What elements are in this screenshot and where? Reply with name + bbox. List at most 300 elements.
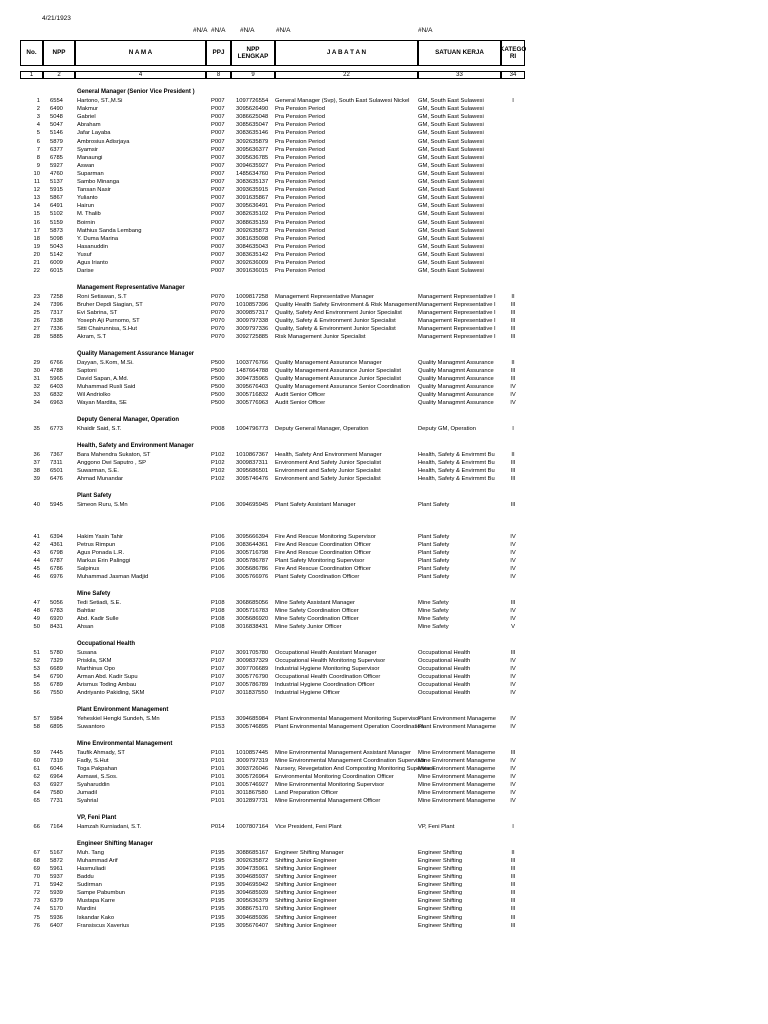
- cell-npp: 6491: [50, 203, 63, 210]
- cell-npp-lengkap: 1097726554: [236, 98, 269, 105]
- cell-satuan-kerja: Mine Safety: [418, 608, 449, 615]
- cell-npp-lengkap: 3097706689: [236, 666, 269, 673]
- cell-nama: Suwantoro: [77, 724, 105, 731]
- cell-jabatan: Deputy General Manager, Operation: [275, 426, 369, 433]
- cell-nama: Hasmuliadi: [77, 866, 106, 872]
- cell-ppj: P007: [211, 170, 225, 177]
- cell-jabatan: Occupational Health Monitoring Supervisor: [275, 658, 386, 665]
- cell-npp-lengkap: 3088675170: [236, 906, 269, 913]
- cell-satuan-kerja: Management Representative I: [418, 334, 496, 341]
- cell-no: 21: [33, 259, 40, 266]
- table-row: [0, 558, 768, 566]
- cell-npp-lengkap: 3011867580: [236, 790, 268, 797]
- cell-no: 36: [33, 451, 40, 458]
- cell-nama: Arismus Toding Ambau: [77, 682, 137, 689]
- cell-jabatan: Quality Management Assurance Junior Specialist: [275, 376, 401, 383]
- section-header: [0, 442, 768, 452]
- na-label-5: #N/A: [418, 27, 433, 34]
- cell-jabatan: Pra Pension Period: [275, 203, 325, 210]
- cell-satuan-kerja: Deputy GM, Operation: [418, 426, 476, 433]
- cell-jabatan: Shifting Junior Engineer: [275, 898, 337, 905]
- cell-jabatan: Pra Pension Period: [275, 138, 325, 145]
- cell-nama: Asmawi, S.Sos.: [77, 774, 118, 781]
- cell-jabatan: Fire And Rescue Coordination Officer: [275, 541, 371, 548]
- cell-satuan-kerja: Plant Safety: [418, 533, 450, 540]
- cell-no: 74: [33, 906, 40, 913]
- cell-kategori: III: [510, 749, 516, 756]
- cell-satuan-kerja: Management Representative I: [418, 301, 496, 308]
- cell-npp-lengkap: 3094685939: [236, 890, 269, 897]
- cell-npp: 5965: [50, 376, 63, 383]
- cell-satuan-kerja: Engineer Shifting: [418, 857, 463, 864]
- cell-kategori: IV: [510, 690, 516, 697]
- cell-no: 10: [33, 170, 40, 177]
- cell-ppj: P106: [211, 574, 225, 581]
- cell-satuan-kerja: Plant Safety: [418, 574, 450, 581]
- cell-npp-lengkap: 3005716783: [236, 608, 269, 615]
- cell-npp-lengkap: 3094685936: [236, 914, 269, 921]
- cell-jabatan: Quality, Safety & Environment Junior Specialist: [275, 318, 396, 325]
- cell-npp-lengkap: 3094685937: [236, 874, 269, 881]
- section-header: [0, 590, 768, 600]
- cell-no: 65: [33, 798, 40, 805]
- table-row: [0, 898, 768, 906]
- cell-npp: 6783: [50, 608, 63, 615]
- table-row: [0, 259, 768, 267]
- na-label-2: #N/A: [211, 27, 226, 34]
- cell-satuan-kerja: Engineer Shifting: [418, 922, 463, 929]
- cell-ppj: P107: [211, 649, 225, 656]
- cell-npp: 6403: [50, 384, 63, 391]
- cell-npp: 6789: [50, 682, 63, 689]
- cell-ppj: P195: [211, 874, 225, 881]
- cell-npp: 5939: [50, 890, 63, 897]
- section-header: [0, 706, 768, 716]
- cell-satuan-kerja: Health, Safety & Envirmmt Bu: [418, 459, 495, 466]
- cell-npp: 5043: [50, 243, 63, 250]
- cell-kategori: IV: [510, 782, 516, 789]
- section-title: Engineer Shifting Manager: [77, 840, 154, 847]
- na-label-1: #N/A: [193, 27, 208, 34]
- cell-npp-lengkap: 3095686501: [236, 467, 269, 474]
- cell-no: 55: [33, 682, 40, 689]
- cell-nama: Muhammad Jasman Madjid: [77, 574, 149, 581]
- table-row: [0, 566, 768, 574]
- cell-no: 47: [33, 599, 40, 606]
- cell-npp-lengkap: 1010857396: [236, 301, 269, 308]
- table-row: [0, 890, 768, 898]
- cell-jabatan: Shifting Junior Engineer: [275, 882, 337, 889]
- cell-ppj: P107: [211, 666, 225, 673]
- section-spacer: [0, 525, 768, 533]
- cell-nama: Bruher Depdi Siagian, ST: [77, 301, 143, 308]
- cell-npp-lengkap: 3068685056: [236, 599, 269, 606]
- cell-npp-lengkap: 3095746476: [236, 476, 269, 483]
- cell-no: 69: [33, 866, 40, 872]
- cell-ppj: P102: [211, 459, 225, 466]
- cell-no: 72: [33, 890, 40, 897]
- cell-npp: 7329: [50, 658, 63, 665]
- cell-satuan-kerja: Engineer Shifting: [418, 874, 463, 881]
- cell-npp: 7396: [50, 301, 63, 308]
- cell-nama: Manaungi: [77, 154, 103, 161]
- table-row: [0, 268, 768, 276]
- cell-jabatan: Mine Environmental Monitoring Supervisor: [275, 782, 385, 789]
- cell-satuan-kerja: GM, South East Sulawesi: [418, 98, 484, 105]
- cell-satuan-kerja: Mine Environment Manageme: [418, 782, 496, 789]
- cell-jabatan: Pra Pension Period: [275, 268, 325, 275]
- cell-npp: 6490: [50, 106, 63, 113]
- cell-nama: Andriyanto Pakiding, SKM: [77, 690, 145, 697]
- section-spacer: [0, 276, 768, 284]
- cell-ppj: P101: [211, 757, 225, 764]
- cell-npp-lengkap: 3088685167: [236, 849, 269, 856]
- cell-no: 46: [33, 574, 40, 581]
- cell-nama: Syaharuddin: [77, 782, 110, 789]
- cell-npp: 7445: [50, 749, 63, 756]
- cell-npp: 5961: [50, 866, 63, 872]
- cell-nama: Sudirman: [77, 882, 102, 889]
- cell-nama: Hairun: [77, 203, 95, 210]
- table-row: [0, 766, 768, 774]
- cell-nama: Arman Abd. Kadir Supu: [77, 674, 138, 681]
- cell-jabatan: Pra Pension Period: [275, 227, 325, 234]
- section-spacer: [0, 408, 768, 416]
- cell-kategori: III: [510, 368, 516, 374]
- table-row: [0, 624, 768, 632]
- cell-satuan-kerja: Quality Managmnt Assurance: [418, 384, 494, 391]
- cell-jabatan: Occupational Health Coordination Officer: [275, 674, 381, 681]
- section-header: [0, 814, 768, 824]
- cell-npp: 5879: [50, 138, 63, 145]
- cell-ppj: P007: [211, 219, 225, 226]
- cell-no: 50: [33, 624, 40, 631]
- cell-jabatan: Environmental Monitoring Coordination Officer: [275, 774, 394, 781]
- cell-ppj: P500: [211, 359, 225, 366]
- cell-jabatan: Pra Pension Period: [275, 235, 325, 242]
- cell-jabatan: Pra Pension Period: [275, 243, 325, 250]
- cell-npp-lengkap: 3009797319: [236, 757, 269, 764]
- cell-satuan-kerja: GM, South East Sulawesi: [418, 170, 484, 177]
- cell-no: 49: [33, 616, 40, 623]
- section-spacer: [0, 517, 768, 525]
- cell-ppj: P007: [211, 251, 225, 258]
- cell-no: 34: [33, 400, 40, 407]
- cell-nama: Hartono, ST.,M.Si: [77, 98, 123, 105]
- cell-jabatan: Nursery, Revegetation And Composting Monitoring Supervisor: [275, 766, 435, 773]
- cell-no: 40: [33, 501, 40, 508]
- cell-no: 20: [33, 251, 40, 258]
- cell-satuan-kerja: Plant Environment Manageme: [418, 724, 496, 731]
- cell-kategori: III: [510, 882, 516, 889]
- section-header: [0, 840, 768, 850]
- cell-no: 45: [33, 566, 40, 573]
- cell-jabatan: Risk Management Junior Specialist: [275, 334, 366, 341]
- cell-npp-lengkap: 3005686920: [236, 616, 269, 623]
- cell-ppj: P195: [211, 914, 225, 921]
- cell-nama: M. Thalib: [77, 211, 101, 218]
- cell-no: 31: [33, 376, 40, 383]
- employee-table-body: [0, 88, 768, 930]
- cell-nama: Sambo Minanga: [77, 179, 120, 186]
- cell-npp-lengkap: 3084635043: [236, 243, 269, 250]
- cell-satuan-kerja: Engineer Shifting: [418, 866, 463, 872]
- cell-nama: Hakim Yasin Tahir: [77, 533, 124, 540]
- cell-npp: 5885: [50, 334, 63, 341]
- cell-kategori: III: [510, 890, 516, 897]
- table-row: [0, 749, 768, 757]
- cell-npp: 6964: [50, 774, 63, 781]
- cell-ppj: P195: [211, 922, 225, 929]
- cell-no: 38: [33, 467, 40, 474]
- table-row: [0, 922, 768, 930]
- table-row: [0, 501, 768, 509]
- cell-satuan-kerja: GM, South East Sulawesi: [418, 219, 484, 226]
- cell-jabatan: Pra Pension Period: [275, 211, 325, 218]
- cell-jabatan: Pra Pension Period: [275, 106, 325, 113]
- cell-npp: 4361: [50, 541, 63, 548]
- table-row: [0, 368, 768, 376]
- cell-jabatan: Pra Pension Period: [275, 162, 325, 169]
- cell-satuan-kerja: Mine Environment Manageme: [418, 790, 496, 797]
- cell-npp-lengkap: 1010867367: [236, 451, 269, 458]
- table-row: [0, 716, 768, 724]
- cell-jabatan: Plant Safety Monitoring Supervisor: [275, 558, 365, 565]
- cell-nama: Muhammad Arif: [77, 857, 118, 864]
- cell-no: 24: [33, 301, 40, 308]
- cell-kategori: I: [512, 824, 514, 831]
- cell-ppj: P007: [211, 195, 225, 202]
- cell-kategori: I: [512, 98, 514, 105]
- cell-nama: Ambrosius Adisrjaya: [77, 138, 130, 145]
- cell-npp-lengkap: 3095636785: [236, 154, 269, 161]
- cell-npp: 5873: [50, 227, 63, 234]
- cell-kategori: III: [510, 467, 516, 474]
- print-date: 4/21/1923: [42, 15, 71, 22]
- cell-ppj: P102: [211, 467, 225, 474]
- col-number-satuan-kerja: 33: [418, 71, 501, 79]
- cell-jabatan: Pra Pension Period: [275, 154, 325, 161]
- cell-kategori: IV: [510, 666, 516, 673]
- cell-nama: Y. Duma Marina: [77, 235, 119, 242]
- cell-nama: Suparman: [77, 170, 104, 177]
- cell-npp-lengkap: 3092635879: [236, 138, 269, 145]
- table-row: [0, 162, 768, 170]
- cell-npp: 5146: [50, 130, 63, 137]
- cell-jabatan: Mine Safety Junior Officer: [275, 624, 342, 631]
- cell-kategori: III: [510, 376, 516, 383]
- cell-nama: Dayyan, S.Kom, M.Si.: [77, 359, 134, 366]
- cell-satuan-kerja: Engineer Shifting: [418, 882, 463, 889]
- cell-no: 57: [33, 716, 40, 723]
- cell-no: 59: [33, 749, 40, 756]
- cell-npp-lengkap: 3091705780: [236, 649, 269, 656]
- cell-jabatan: Shifting Junior Engineer: [275, 874, 337, 881]
- cell-ppj: P106: [211, 533, 225, 540]
- table-row: [0, 179, 768, 187]
- cell-satuan-kerja: Engineer Shifting: [418, 849, 463, 856]
- cell-ppj: P108: [211, 616, 225, 623]
- cell-jabatan: Pra Pension Period: [275, 259, 325, 266]
- section-spacer: [0, 806, 768, 814]
- cell-nama: Sampe Pabumbun: [77, 890, 126, 897]
- cell-npp-lengkap: 3005746895: [236, 724, 269, 731]
- cell-ppj: P070: [211, 318, 225, 325]
- table-row: [0, 616, 768, 624]
- table-row: [0, 774, 768, 782]
- cell-ppj: P007: [211, 203, 225, 210]
- cell-kategori: III: [510, 459, 516, 466]
- cell-satuan-kerja: GM, South East Sulawesi: [418, 122, 484, 129]
- cell-ppj: P153: [211, 724, 225, 731]
- cell-kategori: IV: [510, 550, 516, 556]
- cell-jabatan: Shifting Junior Engineer: [275, 914, 337, 921]
- cell-jabatan: Quality, Safety & Environment Junior Specialist: [275, 326, 396, 333]
- cell-satuan-kerja: Mine Safety: [418, 616, 449, 623]
- cell-no: 30: [33, 368, 40, 374]
- cell-npp: 5927: [50, 162, 63, 169]
- cell-ppj: P101: [211, 774, 225, 781]
- cell-jabatan: Mine Safety Coordination Officer: [275, 608, 359, 615]
- cell-kategori: III: [510, 301, 516, 308]
- cell-ppj: P500: [211, 376, 225, 383]
- cell-nama: Susana: [77, 649, 97, 656]
- cell-nama: Tansan Nasir: [77, 187, 111, 194]
- cell-kategori: I: [512, 426, 514, 433]
- cell-npp: 7258: [50, 293, 63, 300]
- col-number-nama: 4: [75, 71, 206, 79]
- cell-satuan-kerja: Mine Environment Manageme: [418, 757, 496, 764]
- cell-jabatan: Fire And Rescue Monitoring Supervisor: [275, 533, 376, 540]
- cell-jabatan: Vice President, Feni Plant: [275, 824, 342, 831]
- cell-nama: Abraham: [77, 122, 101, 129]
- cell-no: 4: [36, 122, 40, 129]
- cell-npp: 7317: [50, 309, 63, 316]
- col-number-jabatan: 22: [275, 71, 418, 79]
- table-row: [0, 724, 768, 732]
- cell-nama: David Sapan, A.Md.: [77, 376, 129, 383]
- cell-npp-lengkap: 1004796773: [236, 426, 269, 433]
- table-row: [0, 682, 768, 690]
- cell-satuan-kerja: GM, South East Sulawesi: [418, 195, 484, 202]
- cell-kategori: III: [510, 898, 516, 905]
- cell-satuan-kerja: Mine Environment Manageme: [418, 798, 496, 805]
- section-title: VP, Feni Plant: [77, 815, 117, 822]
- section-header: [0, 350, 768, 360]
- cell-satuan-kerja: GM, South East Sulawesi: [418, 162, 484, 169]
- cell-ppj: P007: [211, 162, 225, 169]
- cell-no: 22: [33, 268, 40, 275]
- cell-ppj: P007: [211, 138, 225, 145]
- cell-npp: 6394: [50, 533, 63, 540]
- cell-ppj: P007: [211, 268, 225, 275]
- cell-npp-lengkap: 3009797336: [236, 326, 269, 333]
- cell-nama: Boirnin: [77, 219, 96, 226]
- cell-npp: 7580: [50, 790, 63, 797]
- cell-satuan-kerja: GM, South East Sulawesi: [418, 259, 484, 266]
- table-row: [0, 114, 768, 122]
- cell-nama: Iskandar Kako: [77, 914, 115, 921]
- section-header: [0, 640, 768, 650]
- cell-ppj: P070: [211, 301, 225, 308]
- cell-ppj: P107: [211, 658, 225, 665]
- section-title: Management Representative Manager: [77, 284, 185, 291]
- cell-nama: Ahsan: [77, 624, 94, 631]
- cell-jabatan: Pra Pension Period: [275, 187, 325, 194]
- table-row: [0, 857, 768, 865]
- cell-nama: Syahrial: [77, 798, 98, 805]
- cell-kategori: III: [510, 914, 516, 921]
- cell-npp: 5915: [50, 187, 63, 194]
- table-row: [0, 658, 768, 666]
- cell-npp: 6785: [50, 154, 63, 161]
- cell-npp: 7319: [50, 757, 63, 764]
- cell-jabatan: Industrial Hygiene Officer: [275, 690, 340, 697]
- cell-npp-lengkap: 3095636379: [236, 898, 269, 905]
- cell-npp-lengkap: 3094695945: [236, 501, 269, 508]
- cell-kategori: III: [510, 318, 516, 325]
- table-row: [0, 467, 768, 475]
- cell-jabatan: Shifting Junior Engineer: [275, 890, 337, 897]
- cell-ppj: P007: [211, 146, 225, 153]
- cell-nama: Makmur: [77, 106, 98, 113]
- cell-kategori: II: [511, 293, 515, 300]
- cell-no: 67: [33, 849, 40, 856]
- cell-npp-lengkap: 3095626490: [236, 106, 269, 113]
- cell-npp: 6407: [50, 922, 63, 929]
- cell-kategori: III: [510, 866, 516, 872]
- cell-jabatan: Industrial Hygiene Coordination Officer: [275, 682, 375, 689]
- cell-npp-lengkap: 1009817258: [236, 293, 269, 300]
- cell-npp: 6790: [50, 674, 63, 681]
- cell-nama: Baddu: [77, 874, 94, 881]
- cell-ppj: P007: [211, 211, 225, 218]
- cell-npp: 5170: [50, 906, 63, 913]
- cell-no: 51: [33, 649, 40, 656]
- cell-npp: 6927: [50, 782, 63, 789]
- cell-kategori: IV: [510, 558, 516, 565]
- cell-kategori: III: [510, 334, 516, 341]
- cell-npp: 6046: [50, 766, 63, 773]
- cell-nama: Gabriel: [77, 114, 96, 121]
- cell-nama: Priskila, SKM: [77, 658, 112, 665]
- cell-no: 5: [36, 130, 40, 137]
- cell-satuan-kerja: Occupational Health: [418, 674, 471, 681]
- cell-satuan-kerja: GM, South East Sulawesi: [418, 251, 484, 258]
- cell-npp: 5056: [50, 599, 63, 606]
- cell-npp: 6798: [50, 550, 63, 556]
- table-row: [0, 674, 768, 682]
- table-row: [0, 334, 768, 342]
- cell-kategori: III: [510, 649, 516, 656]
- cell-ppj: P500: [211, 400, 225, 407]
- cell-ppj: P007: [211, 154, 225, 161]
- cell-nama: Hamzah Kurniadani, S.T.: [77, 824, 142, 831]
- cell-ppj: P107: [211, 682, 225, 689]
- cell-npp-lengkap: 3092635873: [236, 227, 269, 234]
- table-row: [0, 874, 768, 882]
- cell-ppj: P106: [211, 566, 225, 573]
- cell-jabatan: Occupational Health Assistant Manager: [275, 649, 377, 656]
- cell-satuan-kerja: Engineer Shifting: [418, 890, 463, 897]
- cell-npp: 6920: [50, 616, 63, 623]
- cell-ppj: P102: [211, 451, 225, 458]
- cell-no: 8: [36, 154, 40, 161]
- cell-kategori: II: [511, 359, 515, 366]
- cell-npp-lengkap: 3005716832: [236, 392, 269, 399]
- cell-npp-lengkap: 3005686786: [236, 566, 269, 573]
- cell-no: 70: [33, 874, 40, 881]
